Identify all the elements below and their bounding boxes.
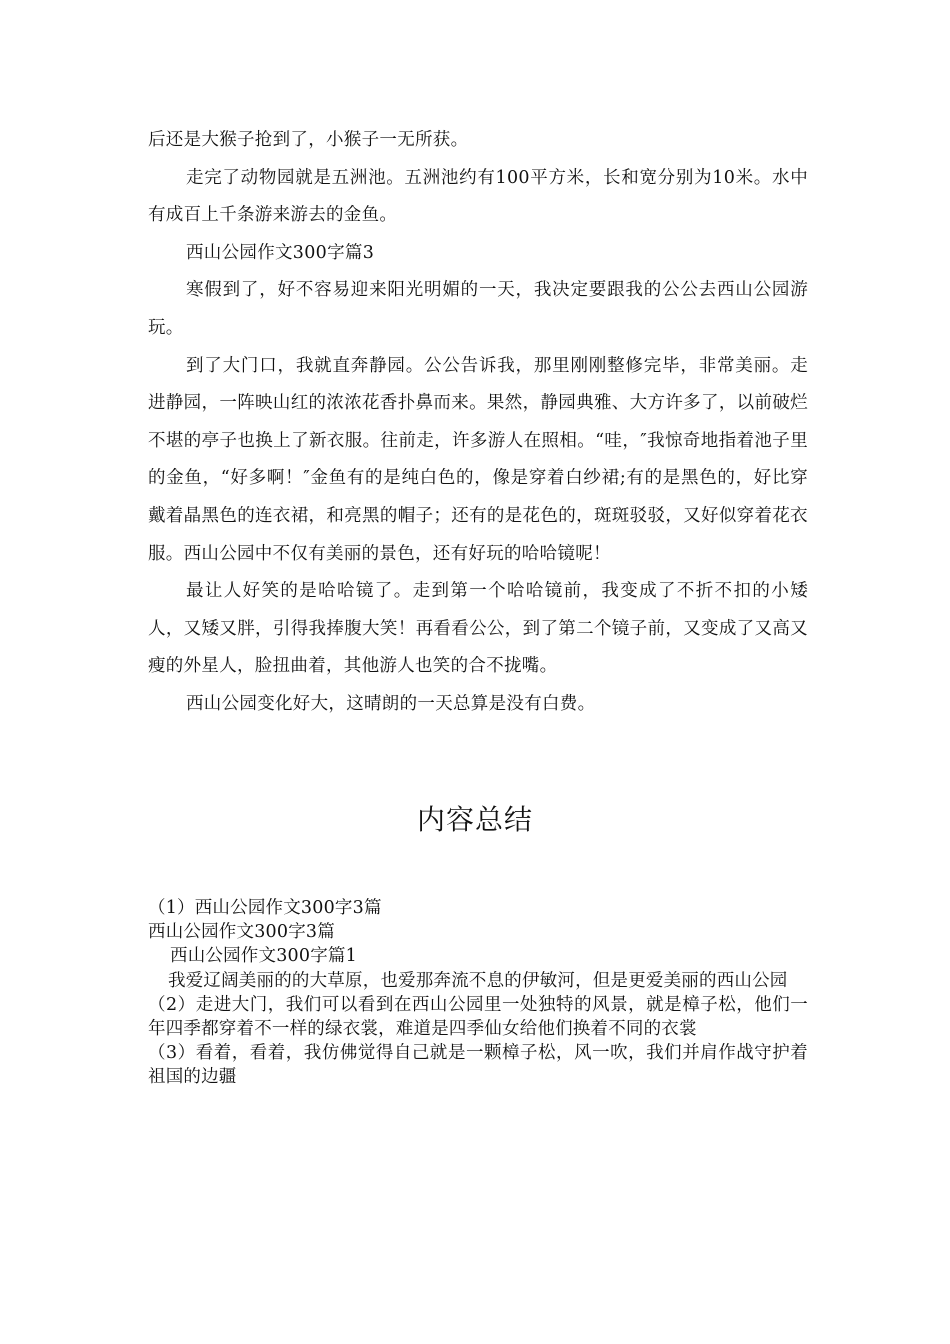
summary-line: （1）西山公园作文300字3篇 — [148, 898, 382, 918]
paragraph-winter-break: 寒假到了，好不容易迎来阳光明媚的一天，我决定要跟我的公公去西山公园游玩。 — [148, 280, 808, 338]
paragraph-conclusion: 西山公园变化好大，这晴朗的一天总算是没有白费。 — [186, 693, 596, 714]
section-heading-essay-3: 西山公园作文300字篇3 — [186, 242, 375, 263]
summary-line: （3）看着，看着，我仿佛觉得自己就是一颗樟子松，风一吹，我们并肩作战守护着祖国的边疆 — [148, 1043, 808, 1088]
summary-title: 内容总结 — [416, 803, 533, 836]
summary-section — [148, 896, 808, 1090]
paragraph-jing-garden: 到了大门口，我就直奔静园。公公告诉我，那里刚刚整修完毕，非常美丽。走进静园，一阵映山红的浓浓花香扑鼻而来。果然，静园典雅、大方许多了，以前破烂不堪的亭子也换上了新衣服。往前走，许多游人在照相。“哇，″我惊奇地指着池子里的金鱼，“好多啊！″金鱼有的是纯白色的，像是穿着白纱裙;有的是黑色的，好比穿戴着晶黑色的连衣裙，和亮黑的帽子；还有的是花色的，斑斑驳驳，又好似穿着花衣服。西山公园中不仅有美丽的景色，还有好玩的哈哈镜呢！ — [148, 355, 808, 564]
summary-line: （2）走进大门，我们可以看到在西山公园里一处独特的风景，就是樟子松，他们一年四季都穿着不一样的绿衣裳，难道是四季仙女给他们换着不同的衣裳 — [148, 994, 808, 1040]
summary-line: 西山公园作文300字篇1 — [170, 946, 357, 967]
article-body — [148, 122, 808, 724]
summary-line: 西山公园作文300字3篇 — [148, 922, 335, 943]
paragraph-continuation: 后还是大猴子抢到了，小猴子一无所获。 — [148, 130, 469, 150]
summary-line: 我爱辽阔美丽的的大草原，也爱那奔流不息的伊敏河，但是更爱美丽的西山公园 — [168, 970, 788, 991]
paragraph-funhouse-mirror: 最让人好笑的是哈哈镜了。走到第一个哈哈镜前，我变成了不折不扣的小矮人，又矮又胖，引得我捧腹大笑！再看看公公，到了第二个镜子前，又变成了又高又瘦的外星人，脸扭曲着，其他游人也笑的合不拢嘴。 — [148, 581, 808, 677]
paragraph-wuzhou-pond: 走完了动物园就是五洲池。五洲池约有100平方米，长和宽分别为10米。水中有成百上千条游来游去的金鱼。 — [148, 167, 808, 226]
